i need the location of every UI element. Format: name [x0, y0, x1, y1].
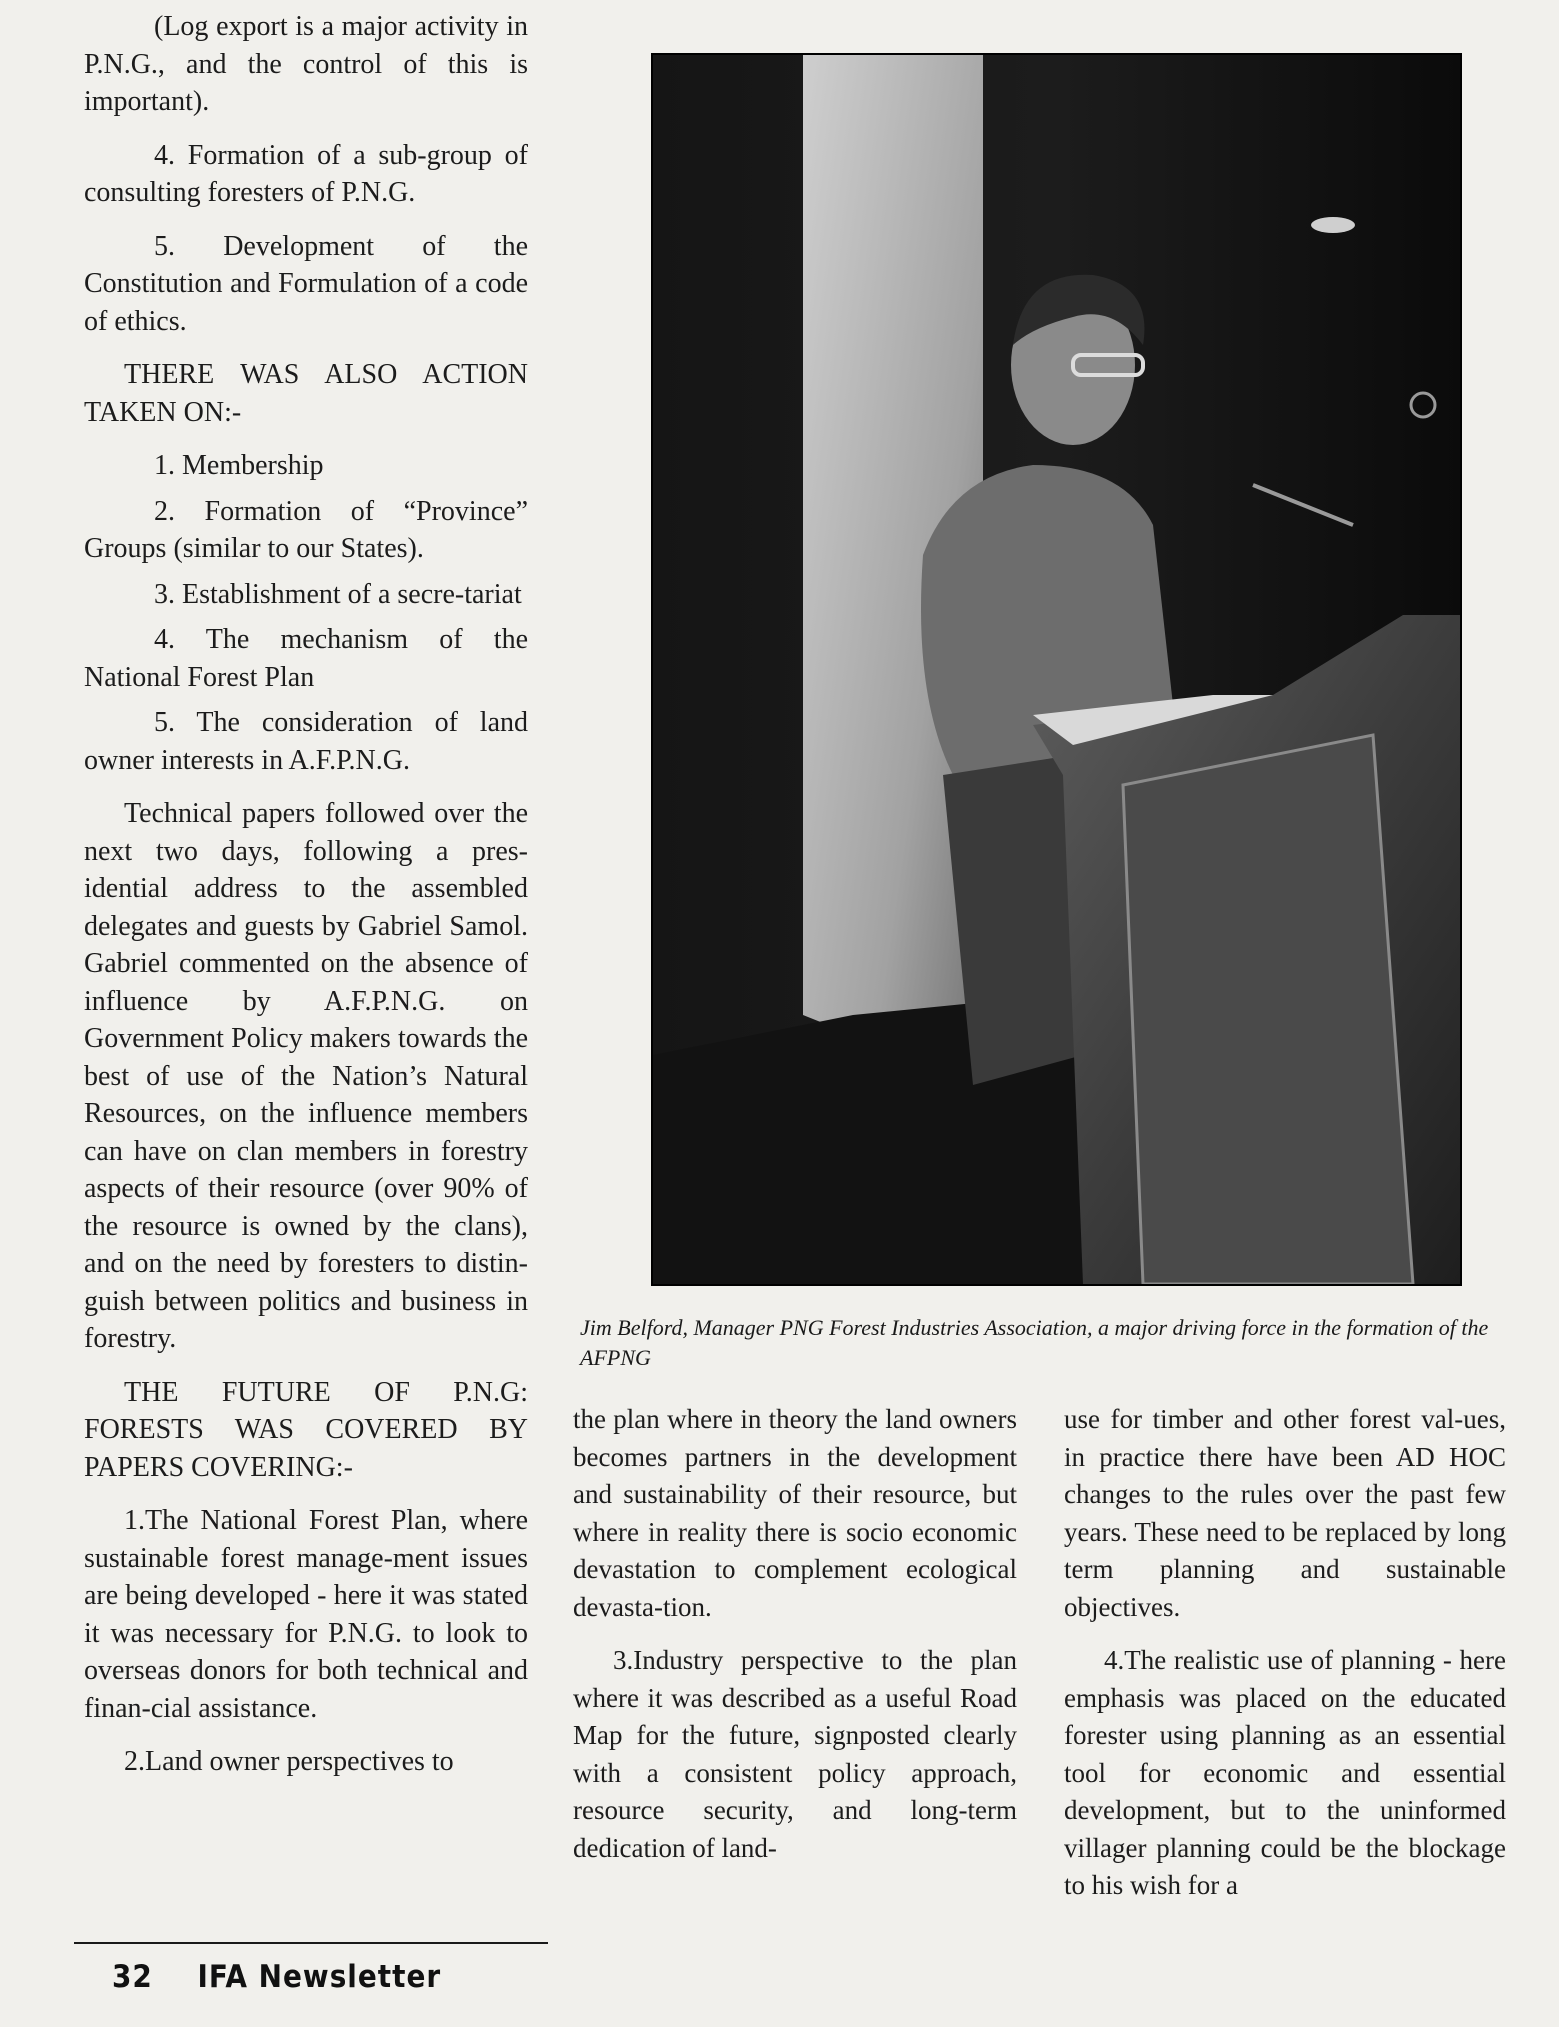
- section-heading: THE FUTURE OF P.N.G: FORESTS WAS COVERED BY PAPERS COVERING:-: [84, 1376, 528, 1483]
- list-item: 2. Formation of “Province” Groups (similar to our States).: [84, 495, 528, 564]
- paragraph: 5. Development of the Constitution and Formulation of a code of ethics.: [84, 230, 528, 337]
- list-item: 1. Membership: [154, 450, 324, 481]
- paragraph: use for timber and other forest val-ues, in practice there have been AD HOC changes to the rules over the past few years. These need to be replaced by long term planning and sustainable objectives.: [1064, 1404, 1506, 1622]
- paragraph: 4.The realistic use of planning - here emphasis was placed on the educated forester using planning as an essential tool for economic and essential development, but to the uninformed villager planning could be the blockage to his wish for a: [1064, 1645, 1506, 1900]
- section-heading: THERE WAS ALSO ACTION TAKEN ON:-: [84, 359, 528, 428]
- page-footer: [112, 1959, 441, 1995]
- speaker-photo-image: [653, 55, 1460, 1284]
- paragraph: 1.The National Forest Plan, where sustainable forest manage-ment issues are being developed - here it was stated it was necessary for P.N.G. to look to overseas donors for both technical and finan-cial assistance.: [84, 1505, 528, 1724]
- right-text-column: [1064, 1401, 1506, 1921]
- list-item: 5. The consideration of land owner interests in A.F.P.N.G.: [84, 707, 528, 776]
- paragraph: 3.Industry perspective to the plan where it was described as a useful Road Map for the future, signposted clearly with a consistent policy approach, resource security, and long-term dedication of land-: [573, 1645, 1017, 1863]
- paragraph: the plan where in theory the land owners becomes partners in the development and sustainability of their resource, but where in reality there is socio economic devastation to complement ecological devasta-tion.: [573, 1404, 1017, 1622]
- paragraph: Technical papers followed over the next two days, following a pres-idential address to the assembled delegates and guests by Gabriel Samol. Gabriel commented on the absence of influence by A.F.P.N.G. on Government Policy makers towards the best of use of the Nation’s Natural Resources, on the influence members can have on clan members in forestry aspects of their resource (over 90% of the resource is owned by the clans), and on the need by foresters to distin-guish between politics and business in forestry.: [84, 798, 528, 1354]
- paragraph: (Log export is a major activity in P.N.G., and the control of this is important).: [84, 11, 528, 117]
- footer-divider: [74, 1942, 548, 1944]
- paragraph: 4. Formation of a sub-group of consulting foresters of P.N.G.: [84, 139, 528, 208]
- list-item: 3. Establishment of a secre-tariat: [154, 578, 522, 610]
- middle-text-column: [573, 1401, 1017, 1883]
- publication-name: IFA Newsletter: [197, 1959, 442, 1995]
- paragraph: 2.Land owner perspectives to: [124, 1746, 454, 1777]
- photo-caption: Jim Belford, Manager PNG Forest Industries Association, a major driving force in the formation of the AFPNG: [580, 1315, 1489, 1370]
- page-number: 32: [112, 1959, 153, 1995]
- list-item: 4. The mechanism of the National Forest Plan: [84, 624, 528, 693]
- left-text-column: [84, 8, 528, 1797]
- speaker-photo: [651, 53, 1462, 1286]
